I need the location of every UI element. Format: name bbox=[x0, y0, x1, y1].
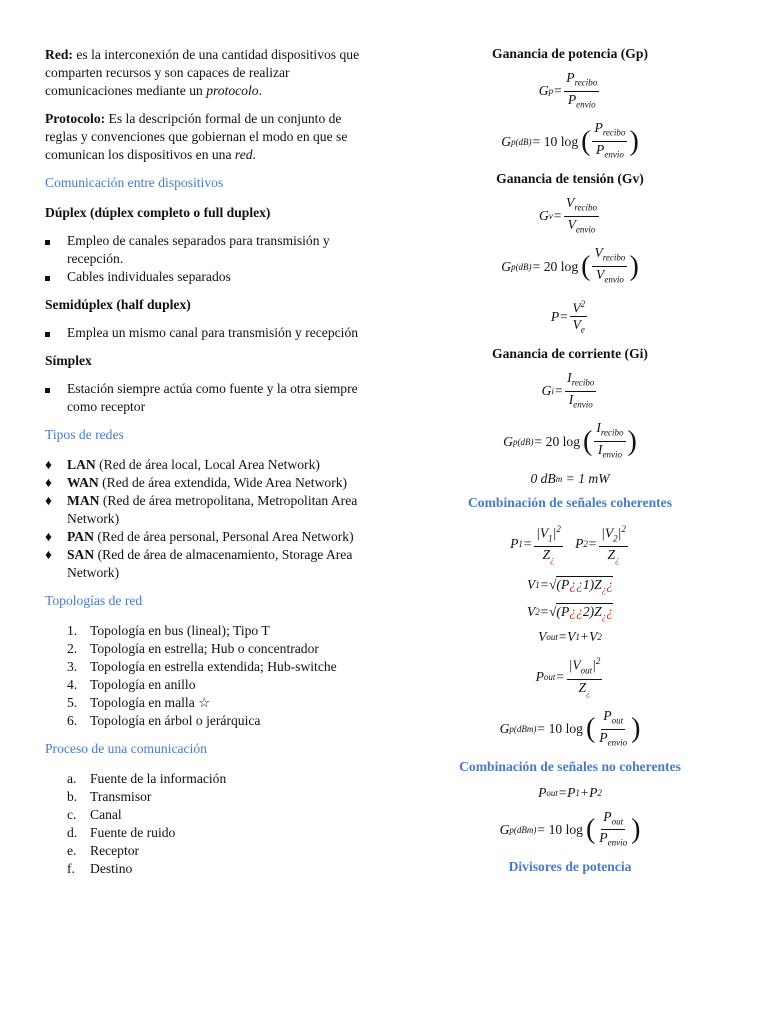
red-definition bbox=[45, 46, 370, 100]
formula-gp-dbm-2: G p(dBm) = 10 log ( $\frac{P_{out}}{P_{envio}}$ ) bbox=[499, 808, 641, 849]
formula-gv: G v = $\frac{V_{recibo}}{V_{envio}}$ bbox=[539, 194, 597, 235]
heading-ganancia-tension: Ganancia de tensión (Gv) bbox=[496, 170, 644, 186]
formula-gp-dbm: G p(dBm) = 10 log ( $\frac{P_{out}}{P_{envio}}$ ) bbox=[499, 708, 641, 748]
simplex-list bbox=[45, 380, 370, 416]
list-item: ♦ LAN (Red de área local, Local Area Network) bbox=[45, 457, 320, 472]
list-item: 2. Topología en estrella; Hub o concentrador bbox=[67, 641, 319, 656]
list-item: Empleo de canales separados para transmisión y recepción. bbox=[45, 232, 370, 268]
formula-gp-db: G p(dB) = 10 log ( $\frac{P_{recibo}}{P_{envio}}$ ) bbox=[501, 120, 639, 160]
list-item: 6. Topología en árbol o jerárquica bbox=[67, 713, 261, 728]
semiduplex-title: Semidúplex (half duplex) bbox=[45, 297, 191, 312]
list-item: 4. Topología en anillo bbox=[67, 677, 196, 692]
formula-dbm: 0 dB m = 1 mW bbox=[530, 470, 610, 486]
proto-text-end: . bbox=[252, 147, 256, 162]
list-item: Emplea un mismo canal para transmisión y recepción bbox=[45, 324, 370, 342]
heading-no-coherentes: Combinación de señales no coherentes bbox=[459, 758, 681, 774]
formula-vout: V out = V 1 + V 2 bbox=[538, 629, 602, 645]
semiduplex-list bbox=[45, 324, 370, 342]
red-text-end: . bbox=[258, 83, 262, 98]
formula-pout-sum: P out = P 1 + P 2 bbox=[538, 784, 602, 800]
proto-label: Protocolo: bbox=[45, 111, 106, 126]
list-item: ♦ PAN (Red de área personal, Personal Area Network) bbox=[45, 529, 354, 544]
red-text-italic: protocolo bbox=[206, 83, 259, 98]
list-item: Estación siempre actúa como fuente y la otra siempre como receptor bbox=[45, 380, 370, 416]
duplex-title: Dúplex (dúplex completo o full duplex) bbox=[45, 205, 271, 220]
proto-text: Es la descripción formal de un conjunto de reglas y convenciones que gobiernan el modo en que se comunican los dispositivos en una bbox=[45, 111, 348, 162]
heading-comunicacion: Comunicación entre dispositivos bbox=[45, 175, 224, 190]
list-item: 3. Topología en estrella extendida; Hub-switche bbox=[67, 659, 337, 674]
formula-gv-db: G p(dB) = 20 log ( $\frac{V_{recibo}}{V_{envio}}$ ) bbox=[501, 245, 639, 285]
protocolo-definition bbox=[45, 110, 370, 164]
heading-ganancia-potencia: Ganancia de potencia (Gp) bbox=[492, 46, 648, 61]
proto-text-italic: red bbox=[234, 147, 253, 162]
red-label: Red: bbox=[45, 47, 73, 62]
formula-gi-db: G p(dB) = 20 log ( $\frac{I_{recibo}}{I_{envio}}$ ) bbox=[503, 420, 637, 460]
list-item: ♦ MAN (Red de área metropolitana, Metropolitan Area Network) bbox=[45, 493, 358, 526]
formula-p-v2: P = $\frac{V^2}{V_e}$ bbox=[420, 296, 720, 338]
list-item: 5. Topología en malla ☆ bbox=[67, 695, 211, 710]
formula-v1: V 1 = √ $(P¿¿1)Z_¿¿$ bbox=[526, 576, 614, 595]
list-item: f. Destino bbox=[67, 861, 133, 876]
heading-tipos: Tipos de redes bbox=[45, 427, 124, 442]
proceso-list bbox=[45, 770, 370, 878]
list-item: c. Canal bbox=[67, 807, 122, 822]
heading-proceso: Proceso de una comunicación bbox=[45, 741, 207, 756]
list-item: Cables individuales separados bbox=[45, 268, 370, 286]
right-column bbox=[420, 46, 720, 885]
formula-pout: P out = $\frac{|V_{out}|^2}{Z_¿}$ bbox=[420, 653, 720, 700]
heading-ganancia-corriente: Ganancia de corriente (Gi) bbox=[492, 346, 648, 361]
red-text: es la interconexión de una cantidad dispositivos que comparten recursos y son capaces de realizar comunicaciones mediante un bbox=[45, 47, 360, 98]
duplex-list bbox=[45, 232, 370, 286]
list-item: d. Fuente de ruido bbox=[67, 825, 176, 840]
heading-coherentes: Combinación de señales coherentes bbox=[467, 494, 673, 510]
formula-p1-p2: P 1 = $\frac{|V_1|^2}{Z_¿}$ P 2 = $\frac{|V_2|^2}{Z_¿}$ bbox=[420, 521, 720, 568]
tipos-list bbox=[45, 456, 370, 582]
left-column bbox=[45, 46, 370, 888]
list-item: a. Fuente de la información bbox=[67, 771, 227, 786]
list-item: b. Transmisor bbox=[67, 789, 152, 804]
list-item: ♦ SAN (Red de área de almacenamiento, Storage Area Network) bbox=[45, 547, 353, 580]
heading-topologias: Topologías de red bbox=[45, 593, 143, 608]
heading-divisores: Divisores de potencia bbox=[508, 859, 632, 875]
list-item: e. Receptor bbox=[67, 843, 140, 858]
formula-gp: G p = $\frac{P_{recibo}}{P_{envio}}$ bbox=[538, 70, 598, 110]
list-item: 1. Topología en bus (lineal); Tipo T bbox=[67, 623, 270, 638]
simplex-title: Símplex bbox=[45, 353, 92, 368]
formula-gi: G i = $\frac{I_{recibo}}{I_{envio}}$ bbox=[541, 370, 595, 410]
formula-v2: V 2 = √ $(P¿¿2)Z_¿¿$ bbox=[526, 603, 614, 622]
list-item: ♦ WAN (Red de área extendida, Wide Area Network) bbox=[45, 475, 348, 490]
topologias-list bbox=[45, 622, 370, 730]
